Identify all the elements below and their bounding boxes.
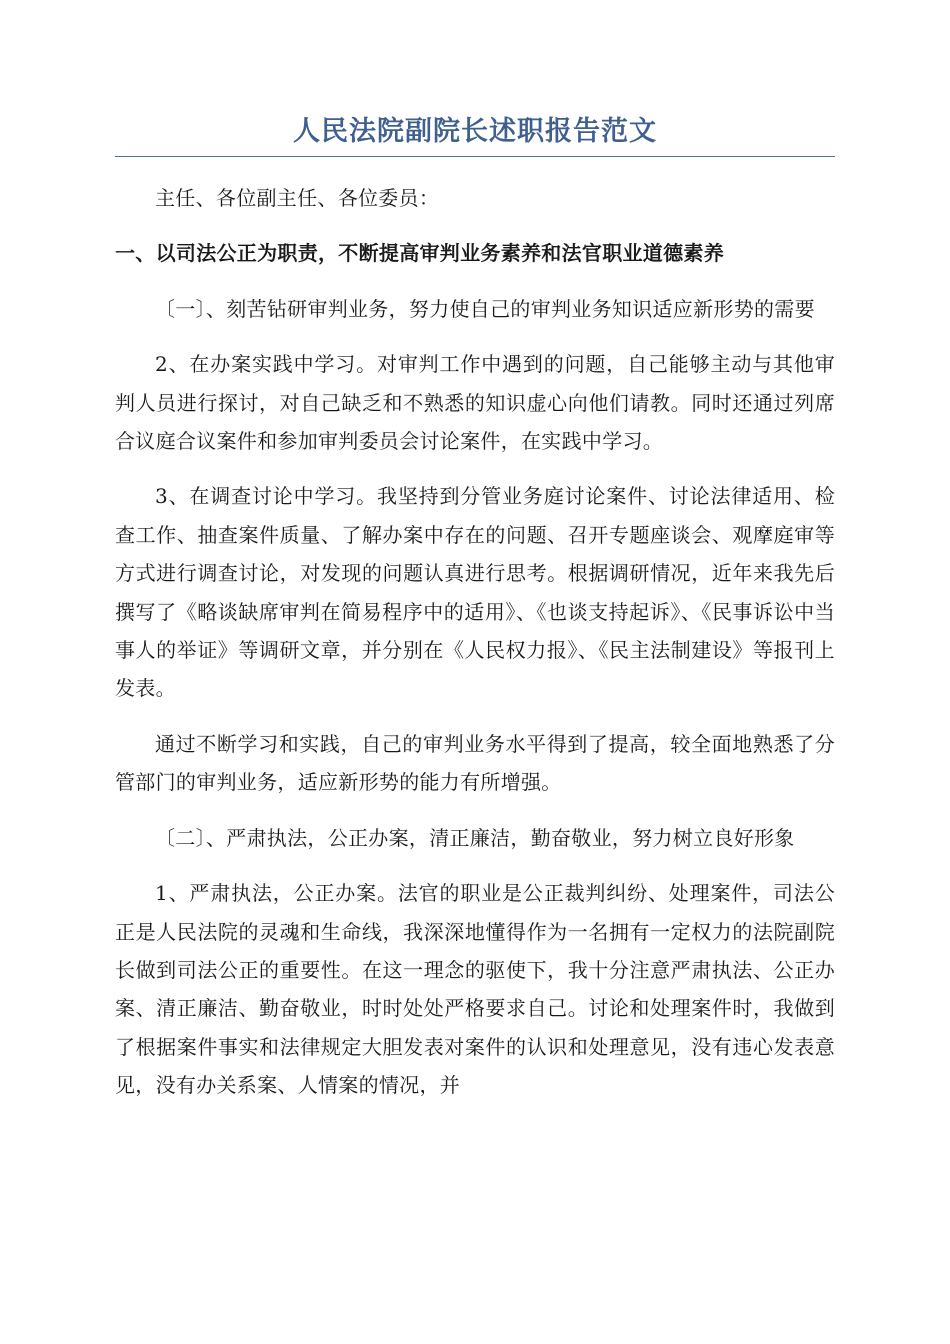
subsection-heading-2: 〔二〕、严肃执法，公正办案，清正廉洁，勤奋敬业，努力树立良好形象 bbox=[155, 825, 795, 850]
salutation: 主任、各位副主任、各位委员： bbox=[155, 186, 440, 210]
title-underline bbox=[115, 156, 835, 157]
paragraph-3-research-study: 3、在调查讨论中学习。我坚持到分管业务庭讨论案件、讨论法律适用、检查工作、抽查案件质量、了解办案中存在的问题、召开专题座谈会、观摩庭审等方式进行调查讨论，对发现的问题认真进行思考。根据调研情况，近年来我先后撰写了《略谈缺席审判在简易程序中的适用》、《也谈支持起诉》、《民事诉讼中当事人的举证》等调研文章，并分别在《人民权力报》、《民主法制建设》等报刊上发表。 bbox=[115, 484, 835, 701]
section-heading-1: 一、以司法公正为职责，不断提高审判业务素养和法官职业道德素养 bbox=[115, 241, 724, 266]
paragraph-2-practice-study: 2、在办案实践中学习。对审判工作中遇到的问题，自己能够主动与其他审判人员进行探讨，对自己缺乏和不熟悉的知识虚心向他们请教。同时还通过列席合议庭合议案件和参加审判委员会讨论案件，在实践中学习。 bbox=[115, 352, 835, 454]
document-page bbox=[115, 112, 835, 1122]
paragraph-summary: 通过不断学习和实践，自己的审判业务水平得到了提高，较全面地熟悉了分管部门的审判业务，适应新形势的能力有所增强。 bbox=[115, 731, 835, 795]
paragraph-1-strict-law-enforcement: 1、严肃执法，公正办案。法官的职业是公正裁判纠纷、处理案件，司法公正是人民法院的灵魂和生命线，我深深地懂得作为一名拥有一定权力的法院副院长做到司法公正的重要性。在这一理念的驱使下，我十分注意严肃执法、公正办案、清正廉洁、勤奋敬业，时时处处严格要求自己。讨论和处理案件时，我做到了根据案件事实和法律规定大胆发表对案件的认识和处理意见，没有违心发表意见，没有办关系案、人情案的情况，并 bbox=[115, 881, 835, 1098]
subsection-heading-1: 〔一〕、刻苦钻研审判业务，努力使自己的审判业务知识适应新形势的需要 bbox=[155, 296, 815, 321]
document-title: 人民法院副院长述职报告范文 bbox=[293, 116, 657, 147]
